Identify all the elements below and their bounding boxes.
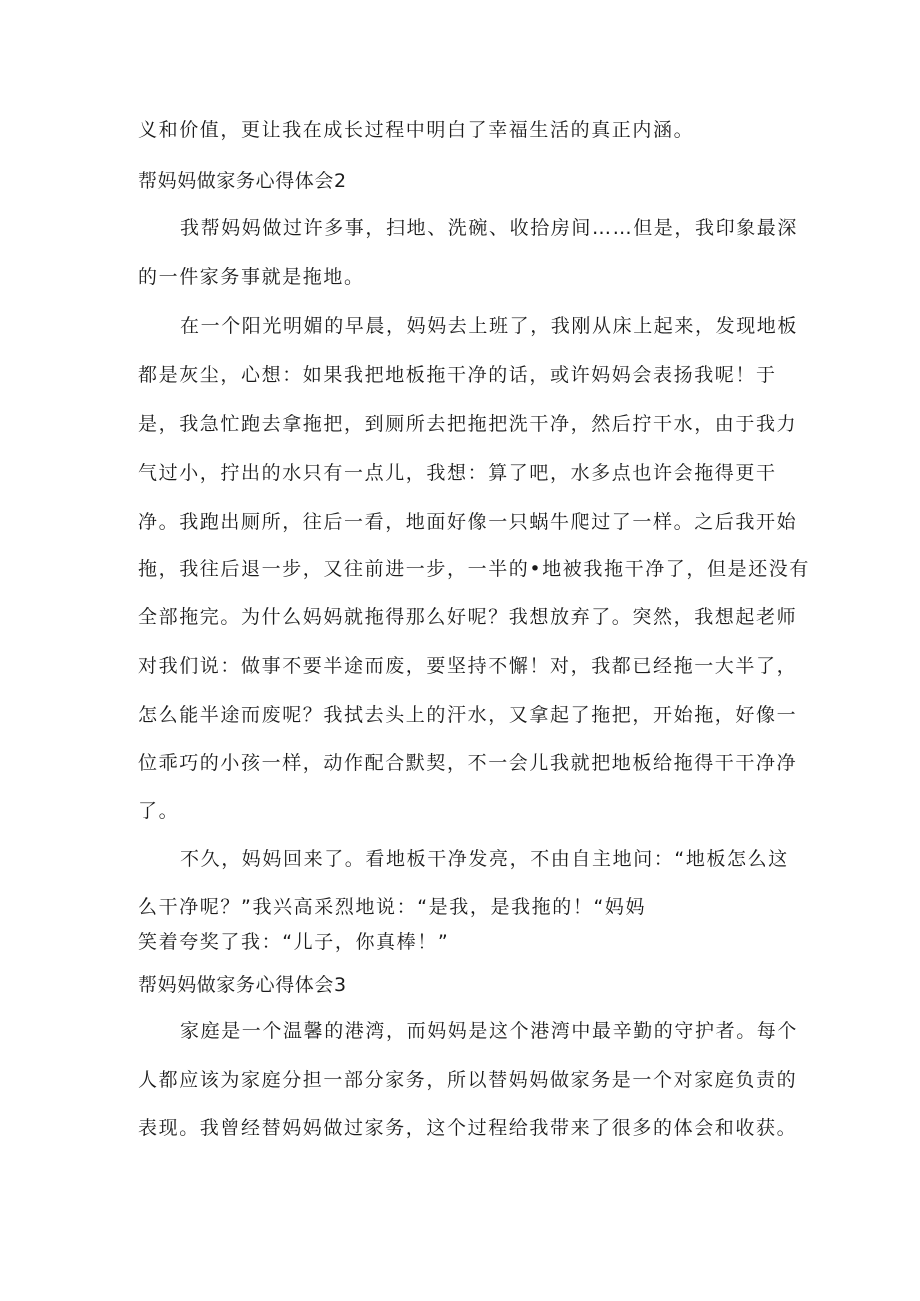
paragraph-line: 的一件家务事就是拖地。 — [138, 266, 365, 288]
paragraph-line: 笑着夸奖了我：“儿子，你真棒！” — [138, 931, 450, 953]
paragraph-line: 我帮妈妈做过许多事，扫地、洗碗、收拾房间……但是，我印象最深 — [180, 217, 799, 239]
section-heading: 帮妈妈做家务心得体会2 — [138, 170, 347, 192]
paragraph-line: 都是灰尘，心想：如果我把地板拖干净的话，或许妈妈会表扬我呢！于 — [138, 364, 777, 386]
body-text-line: 义和价值，更让我在成长过程中明白了幸福生活的真正内涵。 — [138, 119, 695, 141]
paragraph-line: 表现。我曾经替妈妈做过家务，这个过程给我带来了很多的体会和收获。 — [138, 1117, 798, 1139]
paragraph-line: 怎么能半途而废呢？我拭去头上的汗水，又拿起了拖把，开始拖，好像一 — [138, 704, 798, 726]
paragraph-line: 气过小，拧出的水只有一点儿，我想：算了吧，水多点也许会拖得更干 — [138, 462, 777, 484]
paragraph-line: 家庭是一个温馨的港湾，而妈妈是这个港湾中最辛勤的守护者。每个 — [180, 1020, 799, 1042]
paragraph-line: 是，我急忙跑去拿拖把，到厕所去把拖把洗干净，然后拧干水，由于我力 — [138, 413, 798, 435]
paragraph-line: 全部拖完。为什么妈妈就拖得那么好呢？我想放弃了。突然，我想起老师 — [138, 606, 798, 628]
paragraph-line: 了。 — [138, 800, 180, 822]
paragraph-line: 对我们说：做事不要半途而废，要坚持不懈！对，我都已经拖一大半了， — [138, 655, 798, 677]
section-heading: 帮妈妈做家务心得体会3 — [138, 974, 347, 996]
paragraph-line: 位乖巧的小孩一样，动作配合默契，不一会儿我就把地板给拖得干干净净 — [138, 752, 798, 774]
paragraph-line: 在一个阳光明媚的早晨，妈妈去上班了，我刚从床上起来，发现地板 — [180, 315, 799, 337]
paragraph-line: 净。我跑出厕所，往后一看，地面好像一只蜗牛爬过了一样。之后我开始 — [138, 511, 798, 533]
paragraph-line: 么干净呢？”我兴高采烈地说：“是我，是我拖的！“妈妈 — [138, 896, 647, 918]
paragraph-line: 拖，我往后退一步，又往前进一步，一半的•地被我拖干净了，但是还没有 — [138, 558, 811, 580]
paragraph-line: 人都应该为家庭分担一部分家务，所以替妈妈做家务是一个对家庭负责的 — [138, 1069, 798, 1091]
paragraph-line: 不久，妈妈回来了。看地板干净发亮，不由自主地问：“地板怎么这 — [180, 848, 789, 870]
